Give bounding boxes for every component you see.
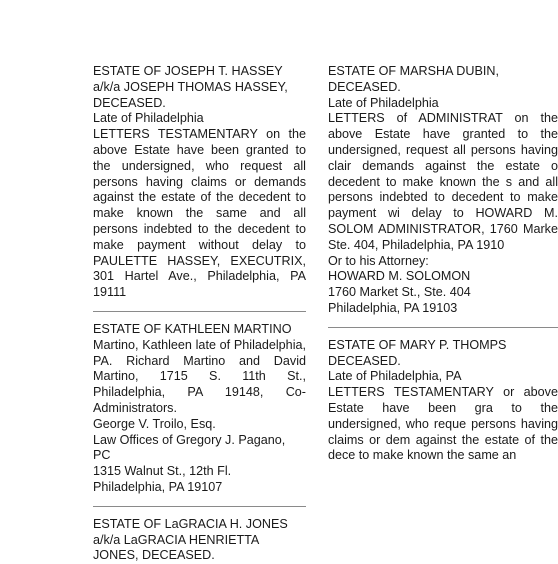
notice-tail-line: Philadelphia, PA 19103: [328, 300, 458, 315]
notice-heading-line: a/k/a LaGRACIA HENRIETTA: [93, 532, 260, 547]
notice-heading-line: ESTATE OF KATHLEEN MARTINO: [93, 321, 292, 336]
notice-body: LETTERS of ADMINISTRAT on the above Estate have granted to the undersigned, request all persons having clair demands against the estate o decedent to make known the s and all persons indebted to decedent to make payment wi delay to HOWARD M. SOLOM ADMINISTRATOR, 1760 Marke Ste. 404, Philadelphia, PA 1910: [328, 111, 558, 252]
notice-tail-line: Philadelphia, PA 19107: [93, 479, 223, 494]
notice-heading-line: ESTATE OF MARSHA DUBIN,: [328, 64, 499, 78]
notice-divider: [93, 506, 306, 507]
notice-heading-line: DECEASED.: [328, 79, 401, 94]
notice-heading-line: DECEASED.: [93, 95, 166, 110]
estate-notice-martino: [93, 322, 306, 496]
notice-heading-line: ESTATE OF MARY P. THOMPS: [328, 337, 507, 352]
notice-heading-line: ESTATE OF LaGRACIA H. JONES: [93, 516, 288, 531]
notice-tail-line: Law Offices of Gregory J. Pagano, PC: [93, 432, 286, 463]
notice-divider: [93, 311, 306, 312]
notice-heading-line: DECEASED.: [328, 353, 401, 368]
notice-body: Martino, Kathleen late of Philadelphia, PA. Richard Martino and David Martino, 1715 S. 11th St., Philadelphia, PA 19148, Co-Administrators.: [93, 337, 306, 415]
right-column: [328, 64, 558, 464]
estate-notice-jones: [93, 517, 306, 564]
notice-body: LETTERS TESTAMENTARY or above Estate have been gra to the undersigned, who reque persons having claims or dem against the estate of the dece to make known the same an: [328, 385, 558, 463]
notice-tail-line: HOWARD M. SOLOMON: [328, 269, 471, 284]
notice-body: LETTERS TESTAMENTARY on the above Estate have been granted to the undersigned, who request all persons having claims or demands against the estate of the decedent to make known the same and all persons indebted to the decedent to make payment without delay to PAULETTE HASSEY, EXECUTRIX, 301 Hartel Ave., Philadelphia, PA 19111: [93, 127, 306, 300]
notice-tail-line: 1315 Walnut St., 12th Fl.: [93, 464, 232, 479]
notice-heading-line: Late of Philadelphia: [328, 95, 439, 110]
estate-notice-thompson: [328, 338, 558, 464]
notice-divider: [328, 327, 558, 328]
notice-heading-line: JONES, DECEASED.: [93, 548, 215, 563]
notice-tail-line: George V. Troilo, Esq.: [93, 416, 216, 431]
estate-notice-dubin: [328, 64, 558, 317]
left-column: [93, 64, 306, 564]
notice-heading-line: Late of Philadelphia: [93, 111, 204, 126]
notice-tail-line: Or to his Attorney:: [328, 253, 429, 268]
estate-notice-hassey: [93, 64, 306, 301]
notice-heading-line: a/k/a JOSEPH THOMAS HASSEY,: [93, 79, 288, 94]
notice-heading-line: Late of Philadelphia, PA: [328, 369, 462, 384]
notice-tail-line: 1760 Market St., Ste. 404: [328, 285, 471, 300]
notice-heading-line: ESTATE OF JOSEPH T. HASSEY: [93, 64, 283, 78]
